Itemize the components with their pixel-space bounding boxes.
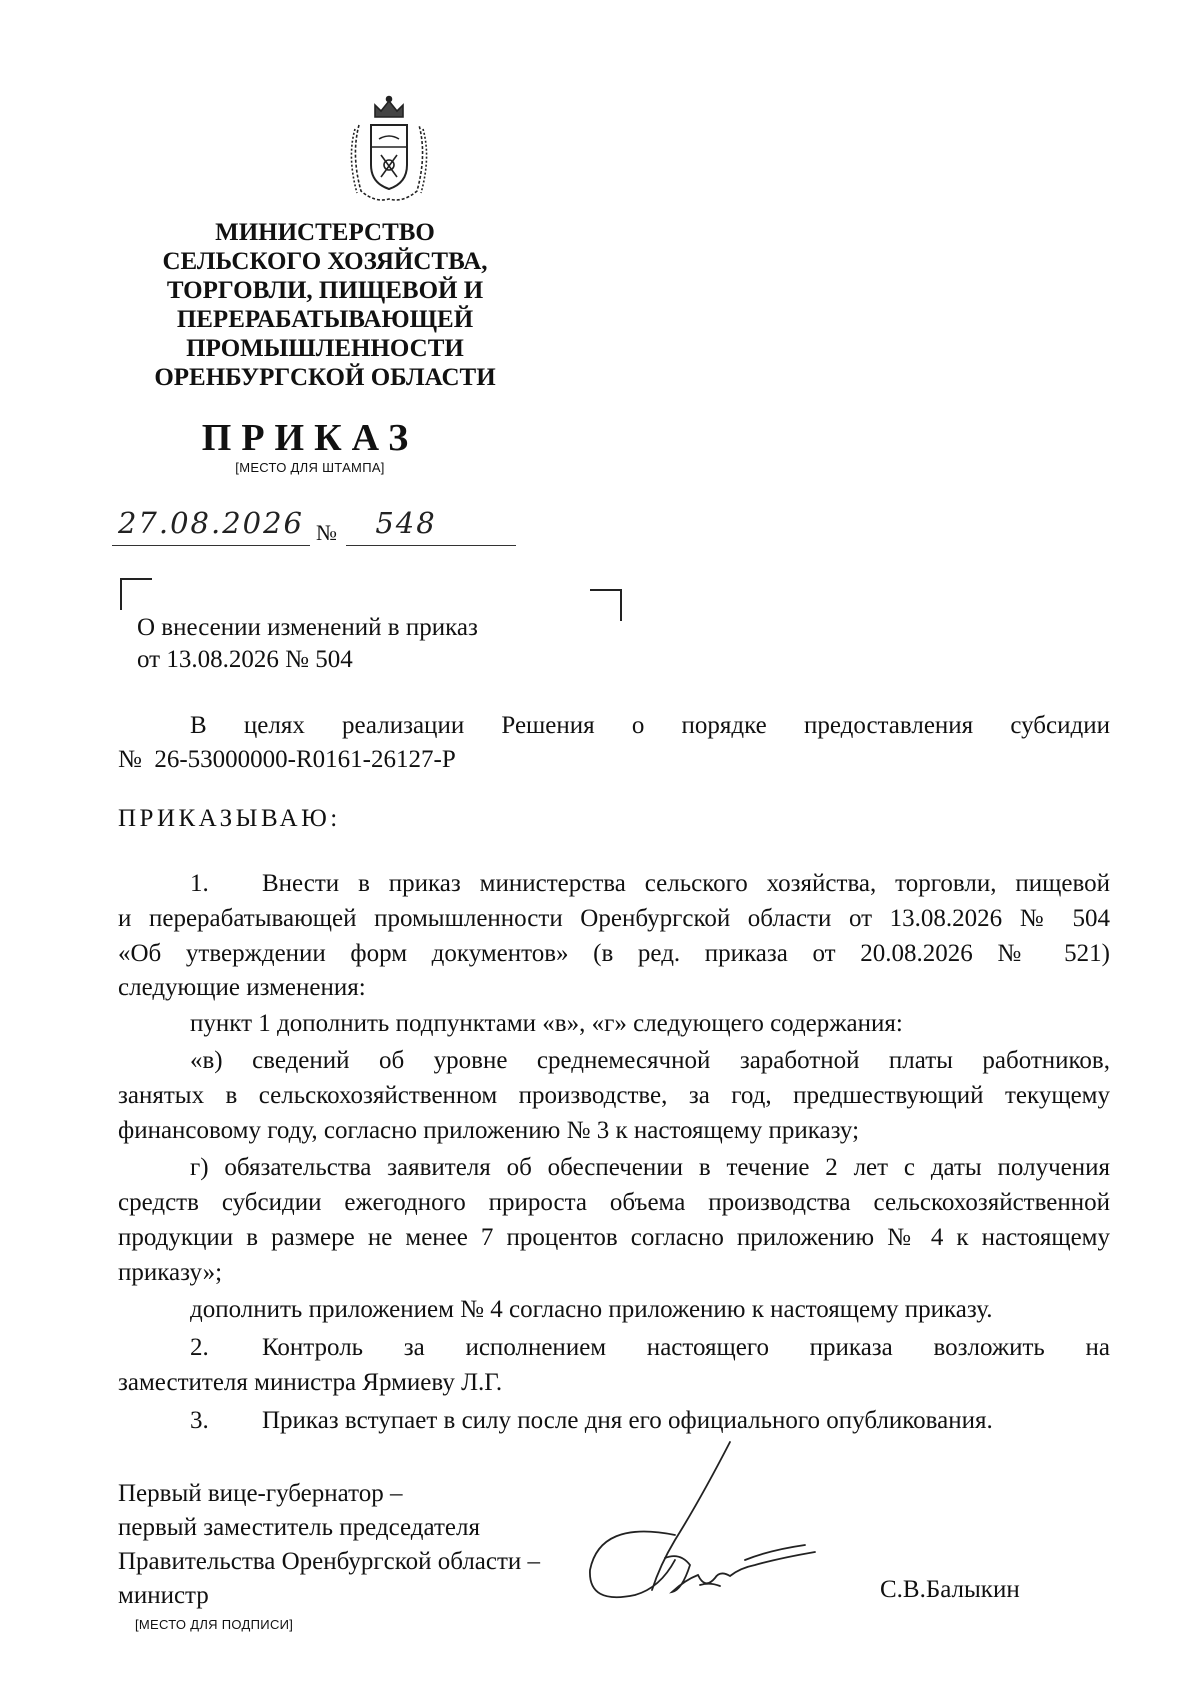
intro-word: Решения	[501, 712, 595, 739]
item-text-line: Приказ вступает в силу после дня его официального опубликования.	[262, 1407, 993, 1434]
signatory-line: министр	[118, 1582, 209, 1609]
item-text-line: и перерабатывающей промышленности Оренбургской области от 13.08.2026 № 504	[118, 905, 1110, 932]
item-text-line: следующие изменения:	[118, 974, 366, 1001]
subject-line: от 13.08.2026 № 504	[137, 646, 353, 673]
stamp-placeholder: [МЕСТО ДЛЯ ШТАМПА]	[235, 460, 385, 475]
order-number: 548	[375, 506, 437, 540]
signatory-name: С.В.Балыкин	[880, 1576, 1020, 1603]
order-subject	[137, 612, 478, 676]
date-underline	[112, 545, 310, 546]
item-text-line: Внести в приказ министерства сельского хозяйства, торговли, пищевой	[262, 870, 1110, 897]
document-type-title: ПРИКАЗ	[201, 417, 419, 459]
intro-word: порядке	[681, 712, 767, 739]
order-date: 27.08.2026	[117, 506, 305, 540]
intro-word: В	[190, 712, 207, 739]
signatory-line: первый заместитель председателя	[118, 1514, 480, 1541]
intro-word: реализации	[342, 712, 465, 739]
signatory-line: Первый вице-губернатор –	[118, 1480, 403, 1507]
intro-word: о	[631, 712, 645, 739]
item-text-line: пункт 1 дополнить подпунктами «в», «г» следующего содержания:	[190, 1010, 903, 1037]
ministry-name: МИНИСТЕРСТВО СЕЛЬСКОГО ХОЗЯЙСТВА, ТОРГОВЛИ, ПИЩЕВОЙ И ПЕРЕРАБАТЫВАЮЩЕЙ ПРОМЫШЛЕННОСТИ ОРЕНБУРГСКОЙ ОБЛАСТИ	[154, 219, 496, 391]
intro-line	[190, 708, 1110, 743]
item-text-line: Контроль за исполнением настоящего приказа возложить на	[262, 1334, 1110, 1361]
number-underline	[346, 545, 516, 546]
signature-placeholder: [МЕСТО ДЛЯ ПОДПИСИ]	[135, 1617, 294, 1632]
coat-of-arms-icon	[345, 95, 433, 205]
subject-bracket-right	[590, 589, 622, 621]
subject-bracket-left	[120, 578, 152, 610]
signatory-title	[118, 1477, 540, 1613]
item-number: 3.	[190, 1407, 209, 1434]
item-text-line: продукции в размере не менее 7 процентов согласно приложению № 4 к настоящему	[118, 1224, 1110, 1251]
item-number: 2.	[190, 1334, 209, 1361]
number-sign: №	[316, 520, 337, 545]
intro-word: целях	[243, 712, 305, 739]
subject-line: О внесении изменений в приказ	[137, 614, 478, 641]
item-text-line: финансовому году, согласно приложению № 3 к настоящему приказу;	[118, 1117, 860, 1144]
item-text-line: заместителя министра Ярмиеву Л.Г.	[118, 1369, 503, 1396]
signatory-line: Правительства Оренбургской области –	[118, 1548, 541, 1575]
item-text-line: занятых в сельскохозяйственном производстве, за год, предшествующий текущему	[118, 1082, 1110, 1109]
item-text-line: г) обязательства заявителя об обеспечении в течение 2 лет с даты получения	[190, 1154, 1110, 1181]
item-text-line: «в) сведений об уровне среднемесячной заработной платы работников,	[190, 1047, 1110, 1074]
ordering-heading: ПРИКАЗЫВАЮ:	[118, 805, 341, 832]
item-number: 1.	[190, 870, 209, 897]
item-text-line: дополнить приложением № 4 согласно приложению к настоящему приказу.	[190, 1296, 993, 1323]
handwritten-signature-icon	[580, 1440, 820, 1625]
item-text-line: средств субсидии ежегодного прироста объема производства сельскохозяйственной	[118, 1189, 1110, 1216]
item-text-line: приказу»;	[118, 1259, 223, 1286]
intro-word: предоставления	[803, 712, 974, 739]
intro-word: субсидии	[1010, 712, 1110, 739]
intro-line: № 26-53000000-R0161-26127-Р	[118, 746, 456, 773]
item-text-line: «Об утверждении форм документов» (в ред. приказа от 20.08.2026 № 521)	[118, 940, 1110, 967]
